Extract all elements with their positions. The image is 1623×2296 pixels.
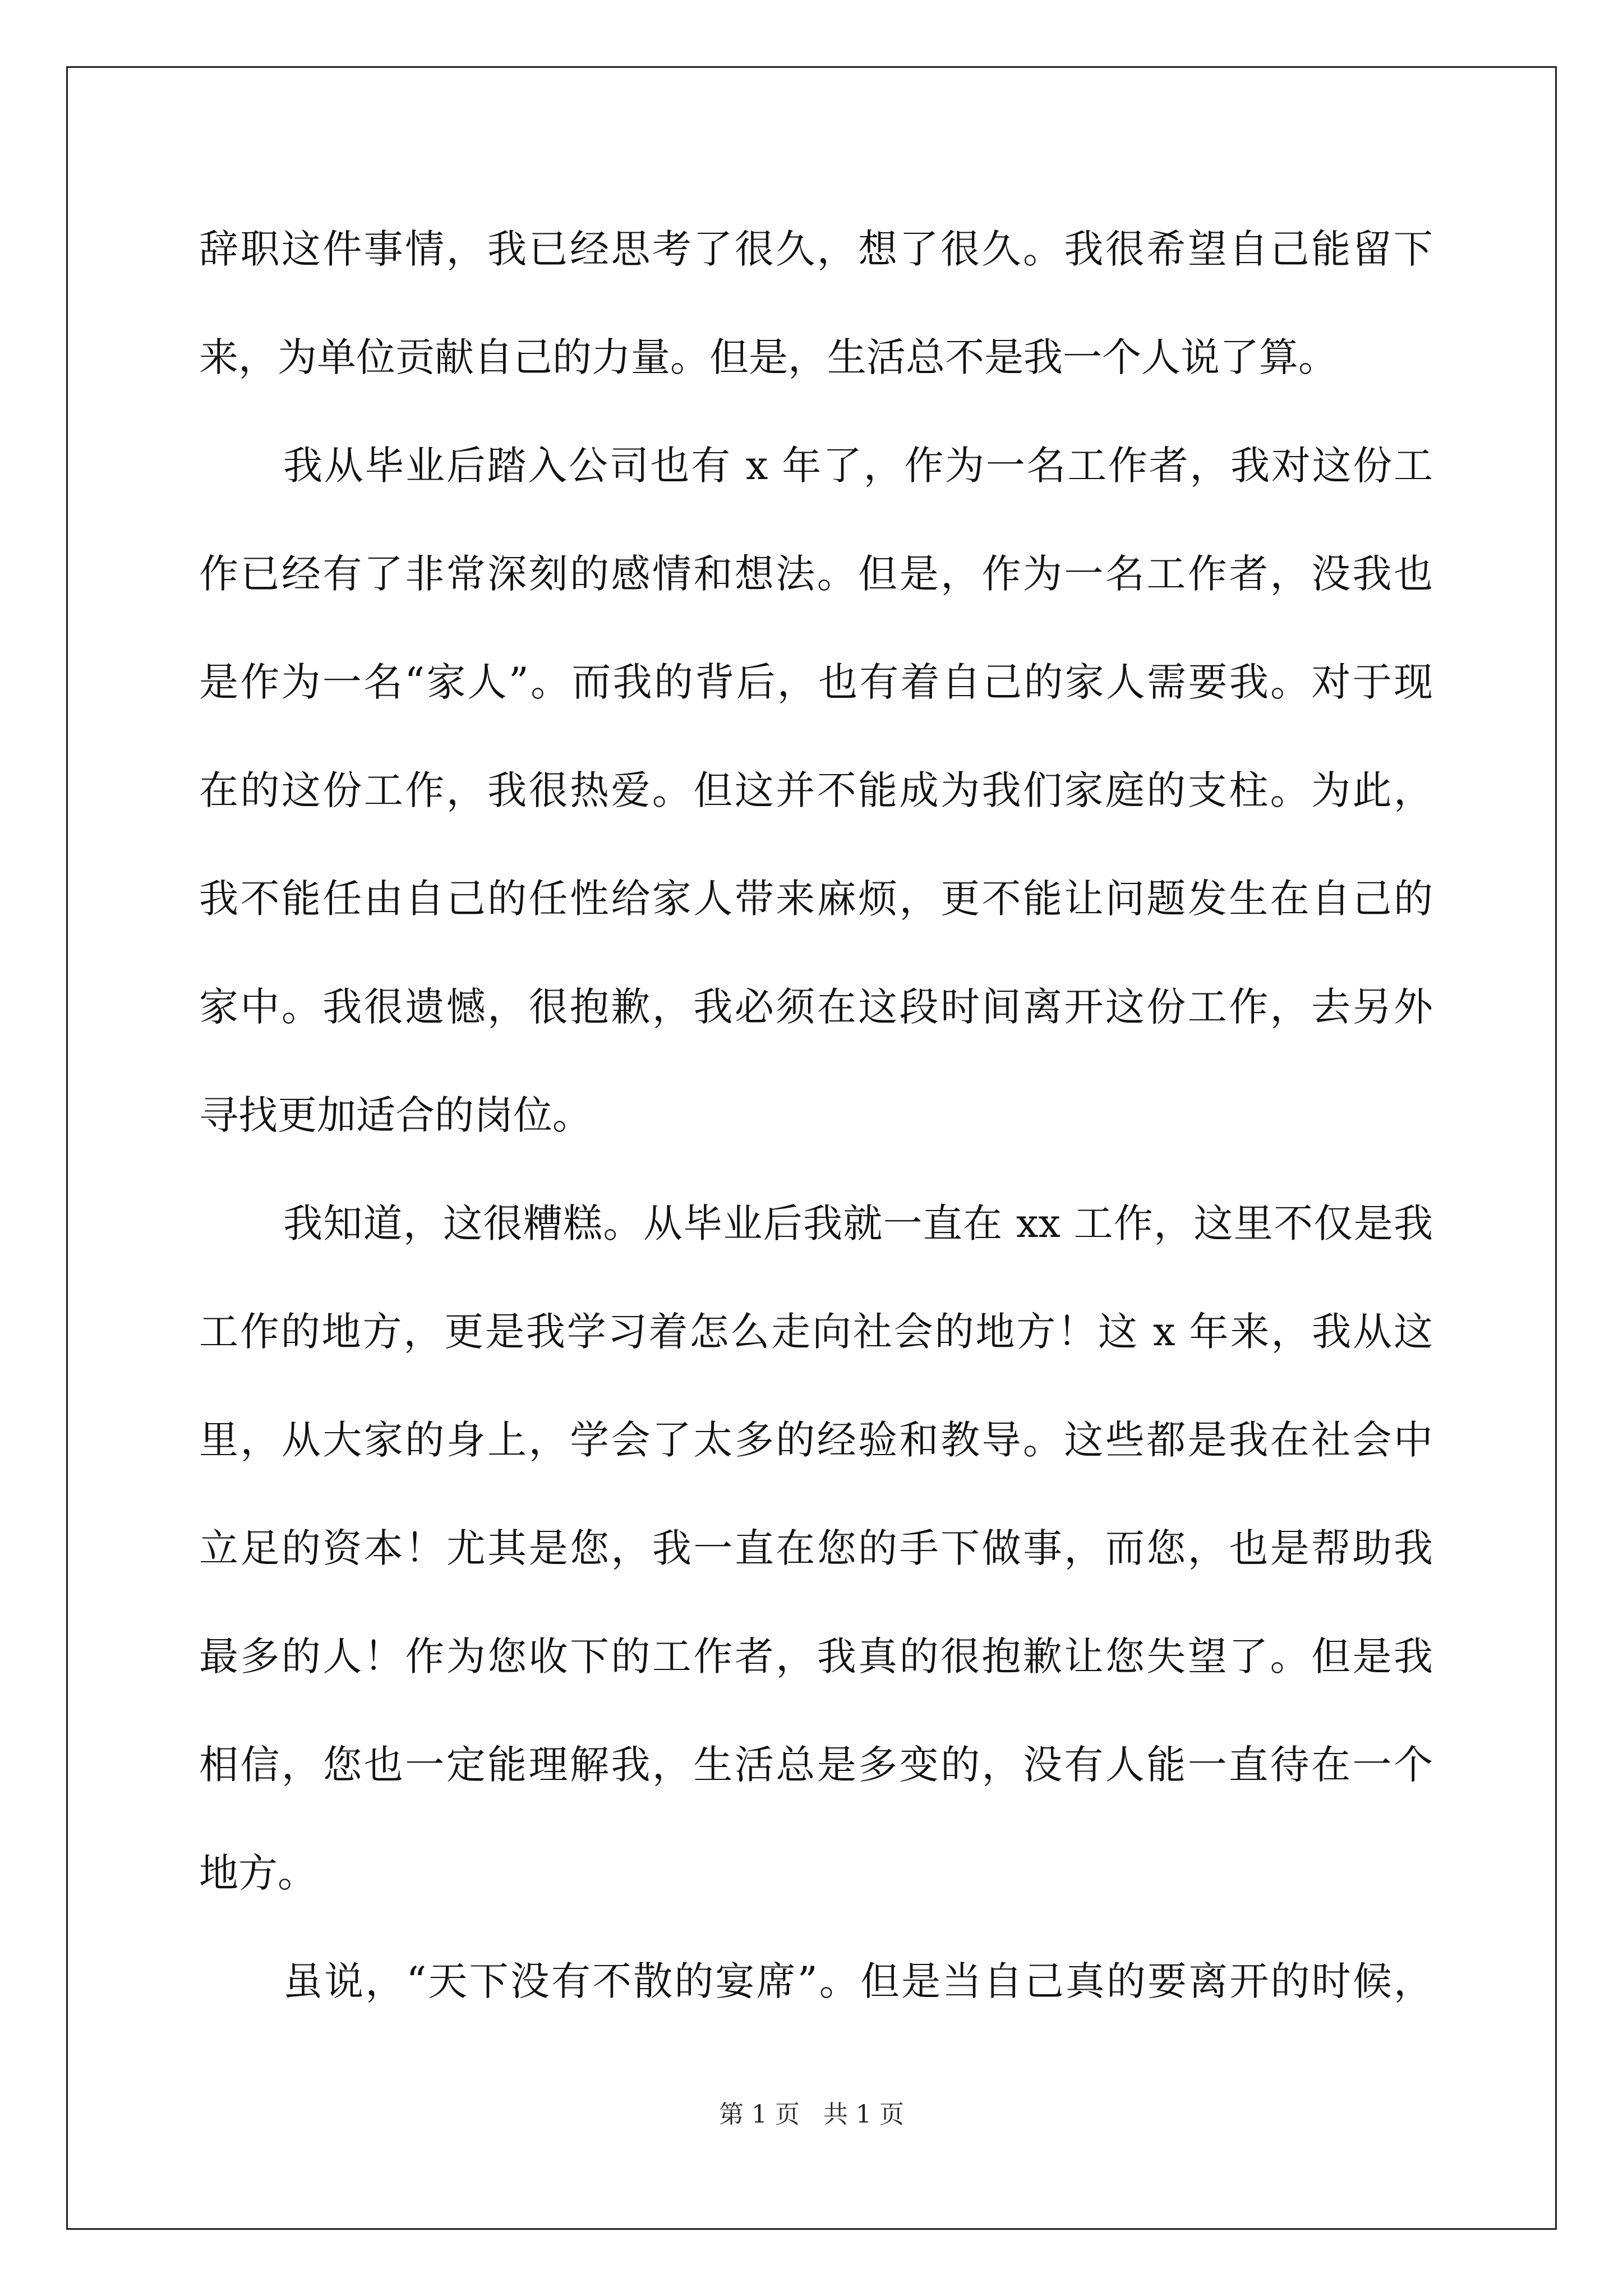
text-line: 辞职这件事情，我已经思考了很久，想了很久。我很希望自己能留下 [199, 226, 1433, 272]
text-line: 来，为单位贡献自己的力量。但是，生活总不是我一个人说了算。 [199, 334, 1338, 380]
text-line: 立足的资本！尤其是您，我一直在您的手下做事，而您，也是帮助我 [199, 1525, 1433, 1571]
text-line: 在的这份工作，我很热爱。但这并不能成为我们家庭的支柱。为此， [199, 767, 1433, 813]
text-line: 里，从大家的身上，学会了太多的经验和教导。这些都是我在社会中 [199, 1417, 1433, 1463]
text-line: 我知道，这很糟糕。从毕业后我就一直在 xx 工作，这里不仅是我 [283, 1200, 1433, 1246]
footer-separator [800, 2100, 823, 2129]
page-number-total: 共 1 页 [823, 2100, 904, 2129]
text-line: 工作的地方，更是我学习着怎么走向社会的地方！这 x 年来，我从这 [199, 1309, 1433, 1355]
text-line: 寻找更加适合的岗位。 [199, 1092, 592, 1138]
text-line: 是作为一名“家人”。而我的背后，也有着自己的家人需要我。对于现 [199, 659, 1433, 705]
text-line: 作已经有了非常深刻的感情和想法。但是，作为一名工作者，没我也 [199, 551, 1433, 597]
page-footer [0, 2098, 1623, 2132]
text-line: 虽说，“天下没有不散的宴席”。但是当自己真的要离开的时候， [283, 1958, 1433, 2004]
text-line: 我不能任由自己的任性给家人带来麻烦，更不能让问题发生在自己的 [199, 876, 1433, 922]
text-line: 相信，您也一定能理解我，生活总是多变的，没有人能一直待在一个 [199, 1742, 1433, 1788]
text-line: 我从毕业后踏入公司也有 x 年了，作为一名工作者，我对这份工 [283, 443, 1433, 489]
text-line: 家中。我很遗憾，很抱歉，我必须在这段时间离开这份工作，去另外 [199, 984, 1433, 1030]
text-line: 最多的人！作为您收下的工作者，我真的很抱歉让您失望了。但是我 [199, 1634, 1433, 1680]
document-body [199, 220, 1433, 2060]
page-number-current: 第 1 页 [719, 2100, 800, 2129]
text-line: 地方。 [199, 1850, 317, 1896]
